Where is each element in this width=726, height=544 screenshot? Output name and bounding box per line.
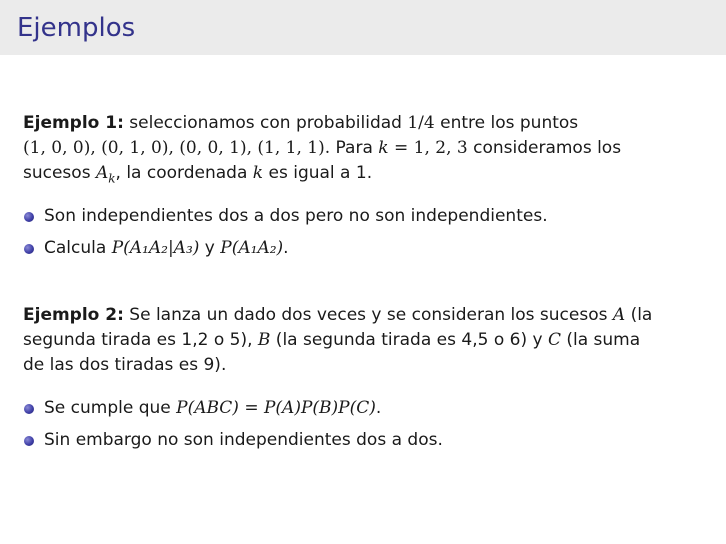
example-2-paragraph [23, 303, 703, 378]
example-1-label: Ejemplo 1: [23, 113, 124, 133]
probability-expression-2: P(A₁A₂) [220, 238, 284, 258]
bullet-icon [24, 436, 34, 446]
example-2-bullet-1: Se cumple que P(ABC) = P(A)P(B)P(C). [44, 396, 704, 421]
example-1-bullet-2: Calcula P(A₁A₂|A₃) y P(A₁A₂). [44, 236, 704, 261]
example-1-paragraph [23, 111, 703, 191]
example-2-line-1: Ejemplo 2: Se lanza un dado dos veces y se consideran los sucesos A (la [23, 305, 653, 325]
example-1-line-3: sucesos $A_k$, la coordenada k es igual a 1. [23, 163, 373, 186]
probability-expression-1: P(A₁A₂|A₃) [111, 238, 200, 258]
points-list: (1, 0, 0), (0, 1, 0), (0, 0, 1), (1, 1, 1). [23, 138, 331, 158]
example-2-label: Ejemplo 2: [23, 305, 124, 325]
bullet-icon [24, 404, 34, 414]
example-1-line-1: Ejemplo 1: seleccionamos con probabilidad 1/4 entre los puntos [23, 113, 579, 133]
example-2-line-3: de las dos tiradas es 9). [23, 355, 227, 375]
example-2-bullet-2: Sin embargo no son independientes dos a dos. [44, 428, 704, 453]
example-1-bullet-1: Son independientes dos a dos pero no son independientes. [44, 204, 704, 229]
bullet-icon [24, 244, 34, 254]
probability-value: 1/4 [407, 113, 435, 133]
title-bar [0, 0, 726, 55]
bullet-icon [24, 212, 34, 222]
example-2-line-2: segunda tirada es 1,2 o 5), B (la segunda tirada es 4,5 o 6) y C (la suma [23, 330, 641, 350]
independence-expression: P(ABC) = P(A)P(B)P(C) [176, 398, 376, 418]
example-1-line-2: (1, 0, 0), (0, 1, 0), (0, 0, 1), (1, 1, 1). Para k = 1, 2, 3 consideramos los [23, 138, 622, 158]
slide-title: Ejemplos [17, 13, 136, 43]
